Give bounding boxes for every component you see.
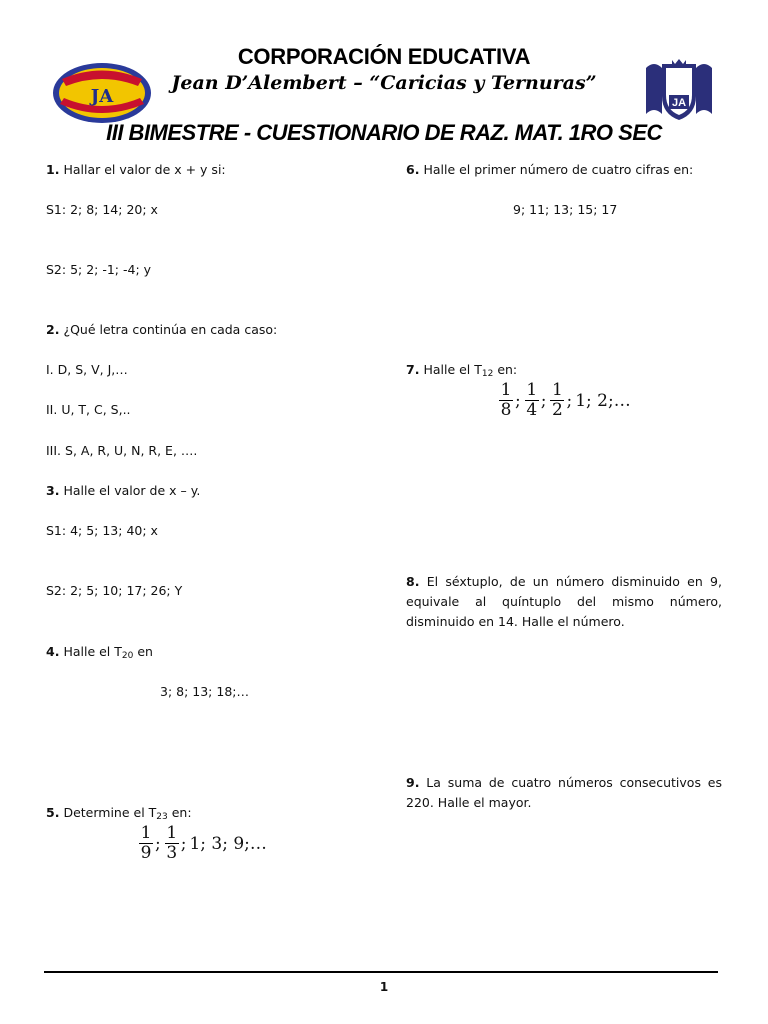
question-number: 9. xyxy=(406,775,420,790)
question-text: Hallar el valor de x + y si: xyxy=(63,162,226,177)
question-text: Halle el valor de x – y. xyxy=(63,483,201,498)
institution-subtitle: Jean D’Alembert – “Caricias y Ternuras” xyxy=(171,72,597,94)
question-7: 7. Halle el $T_{12}$ en: xyxy=(406,362,518,379)
question-8 xyxy=(406,572,722,632)
fraction-sequence: $\frac{1}{9}$ ; $\frac{1}{3}$ ; 1; 3; 9;… xyxy=(140,823,267,863)
sequence-s1: S1: 2; 8; 14; 20; x xyxy=(46,202,158,217)
fraction-sequence: $\frac{1}{8}$ ; $\frac{1}{4}$ ; $\frac{1}{2}$ ; 1; 2;… xyxy=(500,380,631,420)
question-number: 4. xyxy=(46,644,60,659)
fraction: $\frac{1}{8}$ xyxy=(500,380,512,420)
question-number: 7. xyxy=(406,362,420,377)
sequence-s2: S2: 5; 2; -1; -4; y xyxy=(46,262,152,277)
fraction: $\frac{1}{3}$ xyxy=(166,823,178,863)
term-index: 12 xyxy=(481,369,494,379)
document-header xyxy=(0,0,768,150)
term-index: 20 xyxy=(121,651,134,661)
question-2 xyxy=(46,320,277,340)
sequence: 9; 11; 13; 15; 17 xyxy=(513,202,618,217)
question-number: 5. xyxy=(46,805,60,820)
fraction: $\frac{1}{9}$ xyxy=(140,823,152,863)
document-title: III BIMESTRE - CUESTIONARIO DE RAZ. MAT. 1RO SEC xyxy=(106,120,662,145)
letter-sequence-i: I. D, S, V, J,… xyxy=(46,362,128,377)
question-4: 4. Halle el $T_{20}$ en xyxy=(46,644,153,661)
question-1 xyxy=(46,160,226,180)
fraction: $\frac{1}{2}$ xyxy=(552,380,563,420)
question-text: La suma de cuatro números consecutivos es 220. Halle el mayor. xyxy=(406,775,722,810)
question-number: 8. xyxy=(406,574,420,589)
question-text: Halle el T xyxy=(63,644,122,659)
question-6 xyxy=(406,160,693,180)
page-number: 1 xyxy=(379,980,389,994)
question-text: Halle el primer número de cuatro cifras en: xyxy=(423,162,694,177)
question-9 xyxy=(406,773,722,813)
question-text: El séxtuplo, de un número disminuido en 9, equivale al quíntuplo del mismo número, disminuido en 14. Halle el número. xyxy=(406,574,722,629)
sequence-s2: S2: 2; 5; 10; 17; 26; Y xyxy=(46,583,183,598)
footer-divider xyxy=(44,971,718,973)
question-number: 1. xyxy=(46,162,60,177)
sequence-s1: S1: 4; 5; 13; 40; x xyxy=(46,523,158,538)
letter-sequence-iii: III. S, A, R, U, N, R, E, …. xyxy=(46,443,198,458)
question-number: 3. xyxy=(46,483,60,498)
question-5: 5. Determine el $T_{23}$ en: xyxy=(46,805,192,822)
svg-text:JA: JA xyxy=(671,97,687,109)
school-shield-logo xyxy=(642,58,716,124)
sequence-tail: 1; 3; 9;… xyxy=(189,833,267,854)
letter-sequence-ii: II. U, T, C, S,.. xyxy=(46,402,131,417)
question-3 xyxy=(46,481,200,501)
question-text: Halle el T xyxy=(423,362,482,377)
question-number: 2. xyxy=(46,322,60,337)
svg-text:JA: JA xyxy=(90,86,114,107)
institution-name: CORPORACIÓN EDUCATIVA xyxy=(237,44,531,69)
sequence-tail: 1; 2;… xyxy=(575,390,631,411)
question-text: Determine el T xyxy=(63,805,157,820)
fraction: $\frac{1}{4}$ xyxy=(526,380,538,420)
term-index: 23 xyxy=(156,812,168,822)
sequence: 3; 8; 13; 18;… xyxy=(160,684,249,699)
question-text: ¿Qué letra continúa en cada caso: xyxy=(63,322,278,337)
question-number: 6. xyxy=(406,162,420,177)
